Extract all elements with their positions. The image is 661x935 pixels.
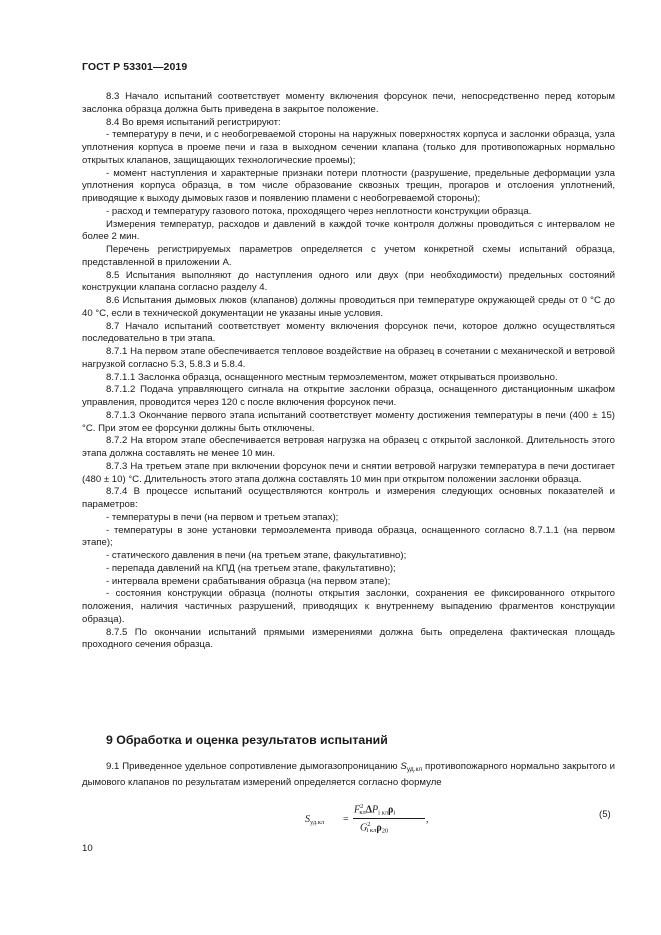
equation-number: (5) bbox=[599, 809, 611, 820]
formula-lhs: $S_{уд.кл}$ bbox=[305, 814, 325, 826]
paragraph: 8.3 Начало испытаний соответствует моменту включения форсунок печи, непосредственно перед которым заслонка образца должна быть приведена в закрытое положение. bbox=[82, 91, 615, 115]
paragraph: - температуру в печи, и с необогреваемой стороны на наружных поверхностях корпуса и заслонки образца, узла уплотнения корпуса в проеме печи и газа в выходном сечении клапана (только для противопожарных нормально открытых клапанов, защищающих технологические проемы); bbox=[82, 129, 615, 166]
page-number: 10 bbox=[82, 843, 93, 854]
paragraph: - момент наступления и характерные признаки потери плотности (разрушение, предельные деформации узла уплотнения корпуса образца, в том числе образование сквозных трещин, прогаров и отслоения уплотнений, приводящие к выходу дымовых газов и появлению пламени с необогреваемой стороны); bbox=[82, 167, 615, 204]
paragraph: Измерения температур, расходов и давлений в каждой точке контроля должны проводиться с интервалом не более 2 мин. bbox=[82, 218, 615, 243]
section-9-title: 9 Обработка и оценка результатов испытаний bbox=[106, 733, 388, 747]
paragraph: 8.7.4 В процессе испытаний осуществляются контроль и измерения следующих основных показателей и параметров: bbox=[82, 486, 615, 510]
paragraph: - расход и температуру газового потока, проходящего через неплотности конструкции образца. bbox=[106, 205, 532, 217]
paragraph: 8.5 Испытания выполняют до наступления одного или двух (при необходимости) предельных состояний конструкции клапана согласно разделу 4. bbox=[82, 269, 615, 294]
paragraph: 8.7.1.2 Подача управляющего сигнала на открытие заслонки образца, оснащенного дистанционным шкафом управления, проводится через 120 с после включения форсунок печи. bbox=[82, 384, 615, 408]
formula-comma: , bbox=[426, 814, 429, 825]
paragraph: Перечень регистрируемых параметров определяется с учетом конкретной схемы испытаний образца, представленной в приложении А. bbox=[82, 244, 615, 268]
fraction-bar bbox=[353, 818, 425, 819]
paragraph: 8.4 Во время испытаний регистрируют: bbox=[106, 116, 281, 128]
paragraph: - перепада давлений на КПД (на третьем этапе, факультативно); bbox=[106, 562, 396, 574]
formula-5 bbox=[305, 803, 429, 837]
paragraph: 8.6 Испытания дымовых люков (клапанов) должны проводиться при температуре окружающей среды от 0 °С до 40 °С, если в технической документации не указаны иные условия. bbox=[82, 295, 615, 319]
formula-equals: = bbox=[343, 814, 349, 825]
paragraph: 8.7 Начало испытаний соответствует моменту включения форсунок печи, которое должно осуществляться последовательно в три этапа. bbox=[82, 320, 615, 345]
formula-numerator: $F^2_{кл}\Delta P_{i кл}\rho_i$ bbox=[354, 803, 396, 817]
paragraph: - состояния конструкции образца (полноты открытия заслонки, сохранения ее фиксированного открытого положения, наличия частичных разрушений, приводящих к внутреннему выпадению фрагментов конструкции образца). bbox=[82, 588, 615, 625]
paragraph: 8.7.3 На третьем этапе при включении форсунок печи и снятии ветровой нагрузки температура в печи достигает (480 ± 10) °С. Длительность этого этапа должна составлять 10 мин при открытом положении заслонки образца. bbox=[82, 460, 615, 485]
document-header: ГОСТ Р 53301—2019 bbox=[82, 61, 188, 73]
paragraph-9-1: 9.1 Приведенное удельное сопротивление дымогазопроницанию $S_{уд.кл}$ противопожарного нормально закрытого и дымового клапанов по результатам измерений определяется согласно формуле bbox=[82, 761, 616, 788]
paragraph: - статического давления в печи (на третьем этапе, факультативно); bbox=[106, 550, 407, 561]
paragraph: - температуры в печи (на первом и третьем этапах); bbox=[106, 511, 339, 523]
paragraph: 8.7.5 По окончании испытаний прямыми измерениями должна быть определена фактическая площадь проходного сечения образца. bbox=[82, 626, 615, 651]
paragraph: - интервала времени срабатывания образца (на первом этапе); bbox=[106, 575, 391, 587]
paragraph: 8.7.1.3 Окончание первого этапа испытаний соответствует моменту достижения температуры в печи (400 ± 15) °С. При этом ее форсунки должны быть отключены. bbox=[82, 409, 615, 434]
section-8-body bbox=[82, 91, 615, 652]
paragraph: - температуры в зоне установки термоэлемента привода образца, оснащенного согласно 8.7.1.1 (на первом этапе); bbox=[82, 524, 615, 549]
paragraph: 8.7.2 На втором этапе обеспечивается ветровая нагрузка на образец с открытой заслонкой. Длительность этого этапа должна составлять не менее 10 мин. bbox=[82, 435, 615, 459]
formula-denominator: $G^2_{i кл}\rho_{20}$ bbox=[360, 821, 389, 835]
paragraph: 8.7.1 На первом этапе обеспечивается тепловое воздействие на образец в сочетании с механической и ветровой нагрузкой согласно 5.3, 5.8.3 и 5.8.4. bbox=[82, 346, 615, 370]
section-9-body bbox=[82, 761, 615, 790]
paragraph: 8.7.1.1 Заслонка образца, оснащенного местным термоэлементом, может открываться произвольно. bbox=[106, 371, 558, 383]
